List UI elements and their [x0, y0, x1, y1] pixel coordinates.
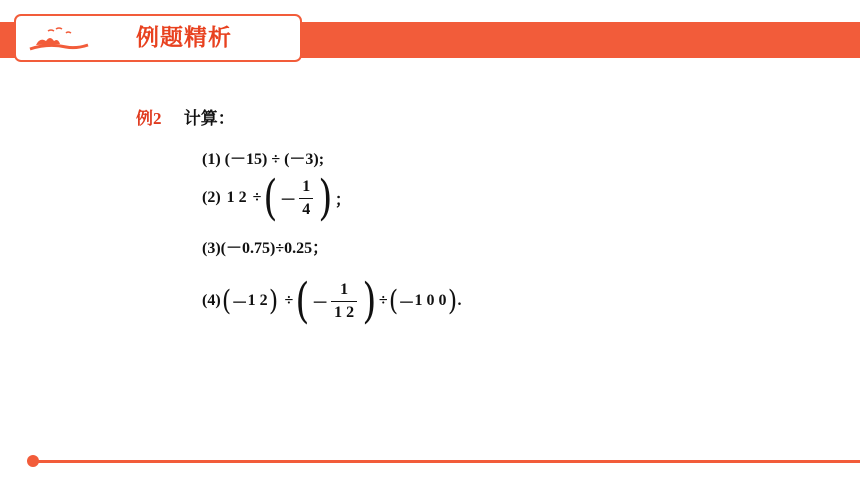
right-paren: ) — [362, 273, 377, 329]
fraction-numerator: 1 — [340, 280, 349, 298]
left-paren: ( — [221, 284, 231, 317]
problem-4-number: (4) — [202, 292, 221, 309]
problem-4-divisor: 1 0 0 — [414, 292, 447, 309]
problem-4 — [202, 273, 461, 329]
problem-2-number: (2) — [202, 189, 221, 206]
problem-4-dividend: 1 2 — [247, 292, 268, 309]
footer-line — [36, 460, 860, 463]
problem-2-minus: － — [280, 191, 297, 209]
example-instruction: 计算： — [183, 109, 235, 128]
example-label: 例2 — [136, 109, 162, 128]
problem-3: (3)(－0.75)÷0.25； — [202, 240, 329, 257]
problem-2-end: ； — [334, 191, 351, 209]
problem-2 — [202, 170, 351, 226]
problem-4-end: . — [457, 292, 462, 309]
problem-4-minus-1: － — [231, 294, 248, 312]
problem-4-fraction — [331, 281, 357, 322]
problem-2-divide-sign: ÷ — [252, 189, 262, 206]
fraction-denominator: 1 2 — [331, 301, 357, 322]
right-paren: ) — [447, 284, 457, 317]
problem-4-minus-3: － — [398, 294, 415, 312]
left-paren: ( — [388, 284, 398, 317]
right-paren: ) — [318, 170, 333, 226]
left-paren: ( — [263, 170, 278, 226]
problem-2-dividend: 1 2 — [226, 189, 247, 206]
problem-4-minus-2: － — [312, 294, 329, 312]
fraction-denominator: 4 — [299, 198, 313, 219]
problem-1: (1) (－15) ÷ (－3); — [202, 151, 325, 168]
fraction-numerator: 1 — [302, 177, 311, 195]
problem-4-divide-sign-1: ÷ — [284, 292, 294, 309]
example-heading — [136, 104, 235, 129]
problem-4-divide-sign-2: ÷ — [378, 292, 388, 309]
problem-2-fraction — [299, 178, 313, 219]
page-title: 例题精析 — [136, 25, 232, 51]
right-paren: ) — [268, 284, 278, 317]
left-paren: ( — [295, 273, 310, 329]
